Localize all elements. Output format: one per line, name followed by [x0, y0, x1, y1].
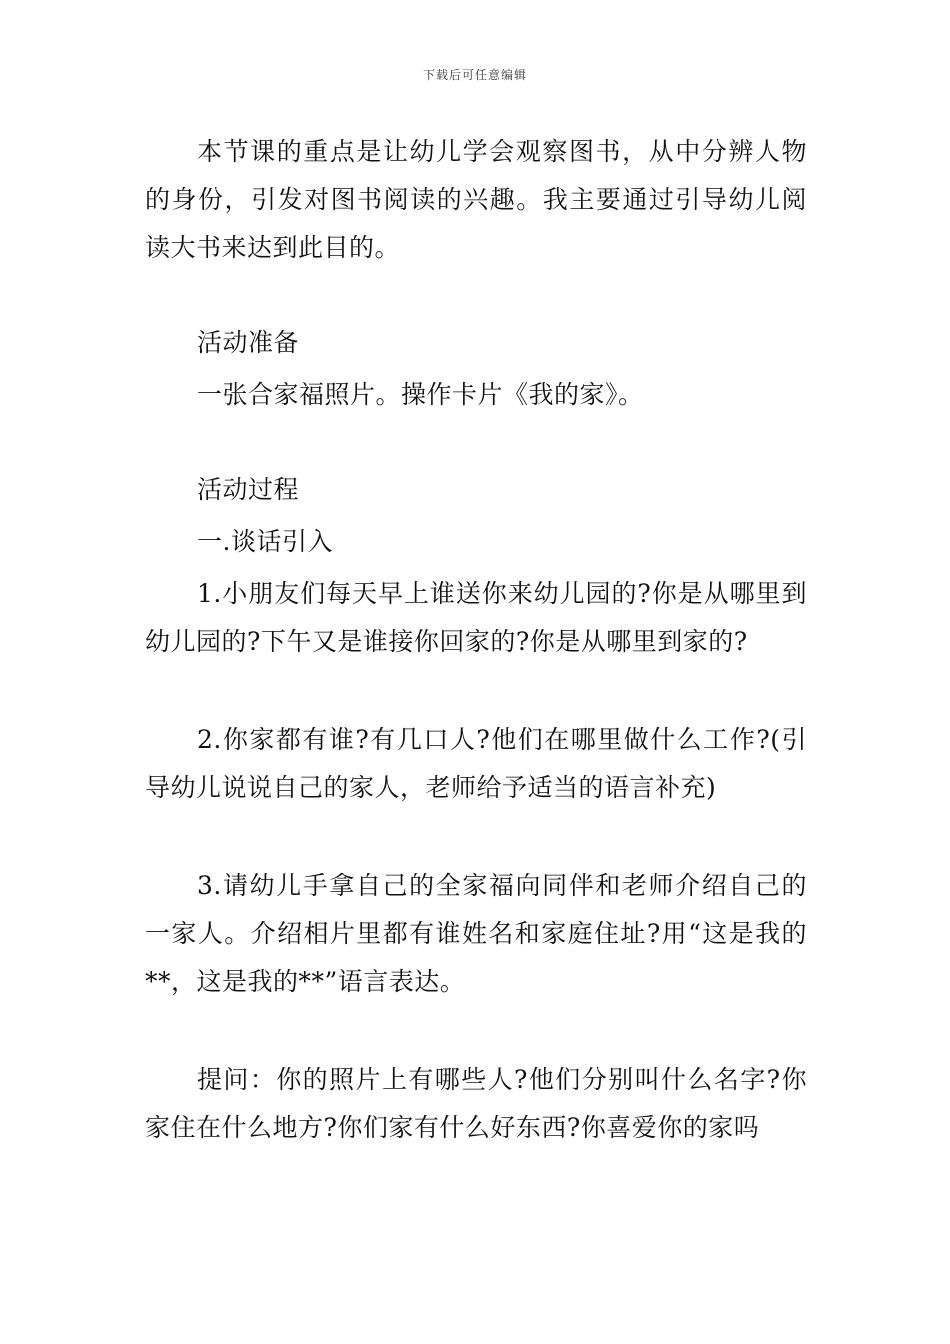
question-4: 提问：你的照片上有哪些人?他们分别叫什么名字?你家住在什么地方?你们家有什么好东西?你喜爱你的家吗 [145, 1065, 807, 1142]
heading-activity-preparation: 活动准备 [197, 328, 300, 357]
question-2: 2.你家都有谁?有几口人?他们在哪里做什么工作?(引导幼儿说说自己的家人，老师给予适当的语言补充) [145, 725, 807, 802]
question-1: 1.小朋友们每天早上谁送你来幼儿园的?你是从哪里到幼儿园的?下午又是谁接你回家的?你是从哪里到家的? [145, 579, 807, 656]
header-note: 下载后可任意编辑 [422, 68, 527, 82]
question-3: 3.请幼儿手拿自己的全家福向同伴和老师介绍自己的一家人。介绍相片里都有谁姓名和家庭住址?用“这是我的**，这是我的**”语言表达。 [145, 871, 807, 996]
paragraph-intro: 本节课的重点是让幼儿学会观察图书，从中分辨人物的身份，引发对图书阅读的兴趣。我主要通过引导幼儿阅读大书来达到此目的。 [145, 137, 807, 262]
step-title-conversation: 一.谈话引入 [197, 527, 333, 556]
heading-activity-process: 活动过程 [197, 475, 300, 504]
document-body [145, 128, 807, 1152]
paragraph-preparation: 一张合家福照片。操作卡片《我的家》。 [197, 380, 644, 409]
